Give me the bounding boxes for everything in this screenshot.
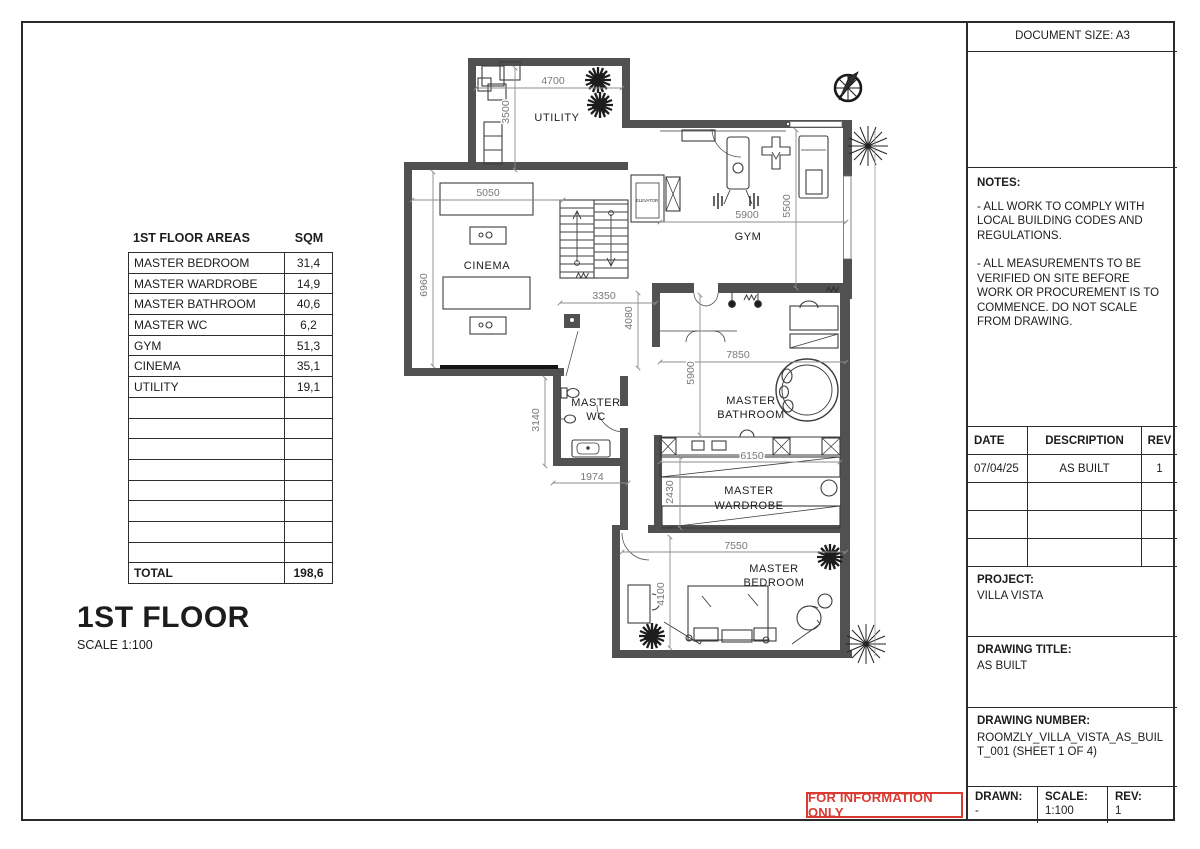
dim-label: 5500 [781,194,793,218]
scale-value: 1:100 [1045,805,1074,817]
revision-table [968,427,1177,567]
table-row-empty [129,522,332,543]
plan-title [77,601,250,652]
wardrobe-cabinets [660,430,840,528]
stamp-text: FOR INFORMATION ONLY [808,790,933,820]
rev-cell-rev: 1 [1142,455,1177,483]
dim-label: 4700 [541,75,565,87]
cinema-screen [440,365,558,369]
drawing-title-value: AS BUILT [977,660,1028,672]
drawing-number-value: ROOMZLY_VILLA_VISTA_AS_BUILT_001 (SHEET 1 OF 4) [977,732,1164,758]
plant-icon [817,544,843,570]
table-row: GYM 51,3 [129,336,332,357]
rev-cell-empty [1142,539,1177,567]
dim-label: 1974 [580,471,604,483]
dim-label: 2430 [664,480,676,504]
table-row-empty [129,481,332,502]
areas-table-title: 1ST FLOOR AREAS [133,231,250,245]
rev-cell-empty [1142,483,1177,511]
dim-label: 4100 [655,582,667,606]
plant-icon [587,92,613,118]
cinema-furniture [440,183,533,334]
room-label-gym: GYM [734,231,762,243]
drawing-number-label: DRAWING NUMBER: [977,715,1091,727]
room-label-master-bathroom: MASTER [726,395,776,407]
palm-plant-icon [848,126,888,166]
dim-label: 6150 [740,450,764,462]
rev-cell-empty [1142,511,1177,539]
rev-header-date: DATE [968,427,1028,455]
room-label-master-wc: WC [586,411,606,423]
gym-equipment [660,130,828,209]
scale-label: SCALE: [1045,791,1088,803]
drawing-title-label: DRAWING TITLE: [977,644,1072,656]
room-label-master-bathroom: BATHROOM [717,409,785,421]
project-section [968,567,1177,637]
room-label-master-bedroom: BEDROOM [743,577,805,589]
rev-header-rev: REV [1142,427,1177,455]
title-block [966,21,1177,821]
dim-label: 5900 [685,361,697,385]
plan-scale: SCALE 1:100 [77,638,153,652]
room-labels [464,112,805,589]
dim-label: 5900 [735,209,759,221]
table-row: CINEMA 35,1 [129,356,332,377]
table-row-empty [129,543,332,564]
dim-label: 3500 [500,100,512,124]
rev-cell [1108,787,1177,823]
rev-cell-empty [1028,511,1142,539]
project-value: VILLA VISTA [977,590,1044,602]
notes-paragraph: - ALL WORK TO COMPLY WITH LOCAL BUILDING CODES AND REGULATIONS. [977,200,1145,242]
hatch-mark [744,295,757,300]
table-row: MASTER BATHROOM 40,6 [129,294,332,315]
table-row: MASTER WARDROBE 14,9 [129,274,332,295]
drawing-number-section [968,708,1177,787]
table-row: MASTER BEDROOM 31,4 [129,253,332,274]
drawn-value: - [975,805,979,817]
rev-cell-empty [968,511,1028,539]
elevator-label: ELEVATOR [635,198,659,203]
title-block-footer [968,787,1177,823]
rev-cell-description: AS BUILT [1028,455,1142,483]
areas-table [128,231,333,584]
table-row: UTILITY 19,1 [129,377,332,398]
dim-label: 7550 [724,540,748,552]
utility-fixtures [478,62,520,164]
dim-label: 4080 [623,306,635,330]
logo-box [968,52,1177,168]
table-row-empty [129,419,332,440]
plant-icon [639,623,665,649]
scale-cell [1038,787,1108,823]
table-row-empty [129,460,332,481]
table-row-empty [129,439,332,460]
room-label-cinema: CINEMA [463,260,511,272]
palm-plant-icon [846,624,886,664]
dim-label: 6960 [418,273,430,297]
rev-cell-date: 07/04/25 [968,455,1028,483]
information-stamp [806,792,963,818]
rev-cell-empty [968,539,1028,567]
room-label-utility: UTILITY [534,112,580,124]
room-label-master-wc: MASTER [571,397,621,409]
table-row-empty [129,398,332,419]
dim-label: 7850 [726,349,750,361]
table-row-empty [129,501,332,522]
room-label-master-wardrobe: MASTER [724,485,774,497]
table-row: MASTER WC 6,2 [129,315,332,336]
rev-header-description: DESCRIPTION [1028,427,1142,455]
room-label-master-bedroom: MASTER [749,563,799,575]
notes-label: NOTES: [977,177,1021,189]
staircase [560,200,628,278]
document-size-row [968,21,1177,52]
plant-icon [585,67,611,93]
dim-label: 3350 [592,290,616,302]
drawn-cell [968,787,1038,823]
rev-value: 1 [1115,805,1122,817]
table-row-total: TOTAL 198,6 [129,563,332,583]
areas-table-header [128,231,333,252]
drawing-title-section [968,637,1177,708]
dim-label: 3140 [530,408,542,432]
rev-cell-empty [968,483,1028,511]
north-arrow-icon [835,72,861,101]
notes-section [968,168,1177,427]
drawn-label: DRAWN: [975,791,1023,803]
rev-cell-empty [1028,483,1142,511]
dim-label: 5050 [476,187,500,199]
document-size-label: DOCUMENT SIZE: A3 [1015,30,1130,42]
areas-table-unit: SQM [294,231,324,245]
notes-paragraph: - ALL MEASUREMENTS TO BE VERIFIED ON SITE BEFORE WORK OR PROCUREMENT IS TO COMMENCE. DO NOT SCALE FROM DRAWING. [977,258,1160,328]
page-title: 1ST FLOOR [77,601,250,634]
hatch-mark [576,273,589,278]
rev-label: REV: [1115,791,1142,803]
project-label: PROJECT: [977,574,1034,586]
rev-cell-empty [1028,539,1142,567]
room-label-master-wardrobe: WARDROBE [714,500,784,512]
